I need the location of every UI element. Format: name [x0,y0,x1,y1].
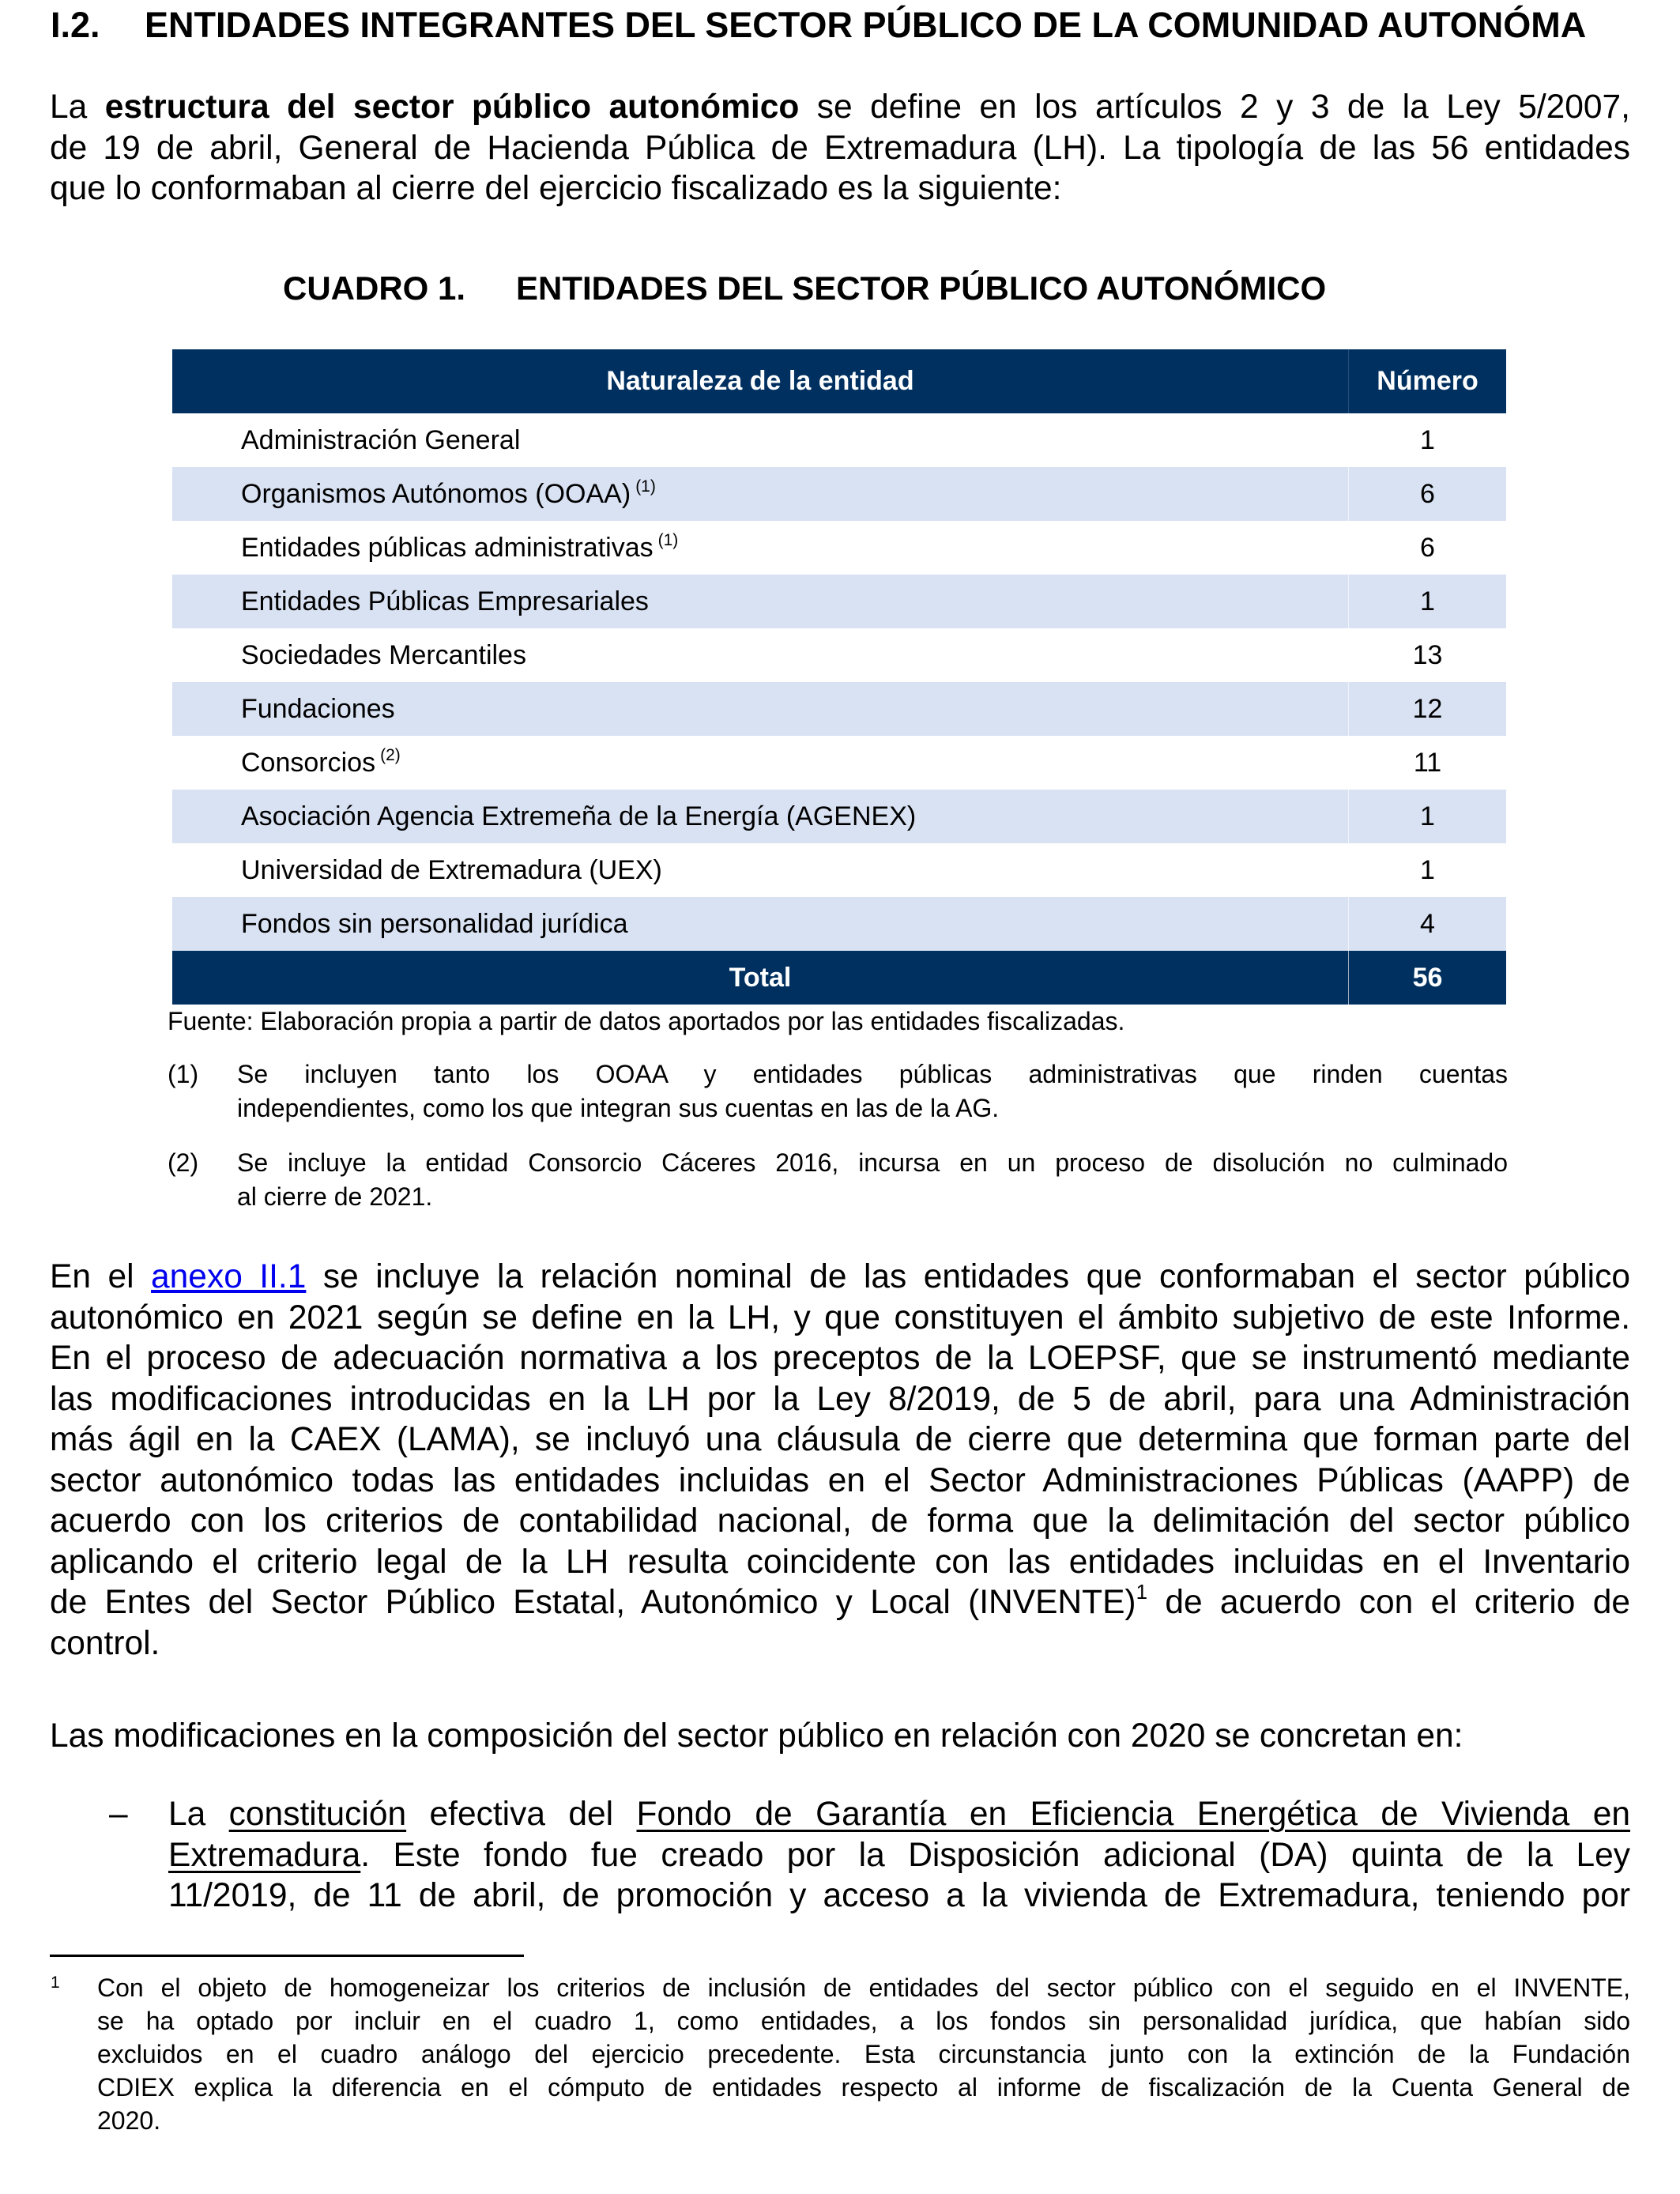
section-title: ENTIDADES INTEGRANTES DEL SECTOR PÚBLICO DE LA COMUNIDAD AUTONÓMA [145,5,1587,45]
footnote-line: CDIEX explica la diferencia en el cómputo de entidades respecto al informe de fiscalización de la Cuenta General de [97,2073,1630,2102]
footnote-line: Con el objeto de homogeneizar los criterios de inclusión de entidades del sector público con el seguido en el INVENTE, [97,1973,1630,2002]
bullet-line: Extremadura. Este fondo fue creado por la Disposición adicional (DA) quinta de la Ley [168,1836,1630,1874]
row-label: Fundaciones [172,682,1349,736]
table-row [172,575,1506,628]
table-row [172,897,1506,951]
row-label: Entidades públicas administrativas $^{(1)}$ [241,530,679,563]
annex-paragraph [50,1257,1630,1664]
row-label: Universidad de Extremadura (UEX) [241,854,662,885]
note-reference: (2) [380,745,401,764]
total-label: Total [172,951,1349,1005]
paragraph-line: de Entes del Sector Público Estatal, Autonómico y Local (INVENTE)$^1$ de acuerdo con el criterio de [50,1580,1630,1621]
table-row [172,413,1506,467]
paragraph-line: En el proceso de adecuación normativa a los preceptos de la LOEPSF, que se instrumentó mediante [50,1340,1630,1377]
paragraph-line: autonómico en 2021 según se define en la LH, y que constituyen el ámbito subjetivo de este Informe. [50,1299,1630,1336]
note-marker: (2) [168,1148,199,1177]
row-value: 1 [1349,413,1507,467]
table-row [172,790,1506,843]
paragraph-line: aplicando el criterio legal de la LH resulta coincidente con las entidades incluidas en el Inventario [50,1543,1630,1581]
table-row [172,736,1506,790]
note-line: al cierre de 2021. [237,1182,433,1211]
intro-bold-term: estructura del sector público autonómico [104,89,800,126]
intro-line-2: de 19 de abril, General de Hacienda Pública de Extremadura (LH). La tipología de las 56 entidades [50,129,1630,167]
table-row [172,628,1506,682]
note-line: independientes, como los que integran sus cuentas en las de la AG. [237,1094,1000,1122]
row-label: Consorcios $^{(2)}$ [241,745,401,778]
row-label: Fondos sin personalidad jurídica [172,897,1349,951]
row-value: 11 [1349,736,1507,790]
paragraph-line: Las modificaciones en la composición del sector público en relación con 2020 se concretan en: [50,1717,1463,1755]
column-header-number: Número [1349,349,1507,413]
row-label: Sociedades Mercantiles [241,639,526,670]
paragraph-line: acuerdo con los criterios de contabilidad nacional, de forma que la delimitación del sector público [50,1502,1630,1540]
footnote [50,1971,1630,2137]
table-row [172,467,1506,521]
footnote-marker: 1 [51,1973,60,1992]
bullet-line: 11/2019, de 11 de abril, de promoción y acceso a la vivienda de Extremadura, teniendo por [168,1877,1630,1914]
column-header-nature: Naturaleza de la entidad [172,349,1349,413]
table-note-2 [168,1146,1508,1214]
table-total-row [172,951,1506,1005]
footnote-line: 2020. [97,2106,161,2135]
table-row [172,843,1506,897]
section-number: I.2. [51,5,100,45]
note-line: Se incluye la entidad Consorcio Cáceres 2016, incursa en un proceso de disolución no culminado [237,1148,1508,1177]
footnote-reference[interactable]: 1 [1136,1580,1148,1604]
entities-table [172,349,1506,1005]
note-reference: (1) [635,477,656,496]
table-caption-title: ENTIDADES DEL SECTOR PÚBLICO AUTONÓMICO [516,270,1327,307]
modification-list-item [50,1794,1630,1917]
dash-bullet-icon: – [109,1796,128,1833]
modifications-intro [50,1716,1630,1757]
row-value: 6 [1349,521,1507,575]
paragraph-line: sector autonómico todas las entidades incluidas en el Sector Administraciones Públicas (AAPP) de [50,1461,1630,1499]
section-heading [51,5,1586,46]
row-value: 1 [1349,575,1507,628]
row-label: Asociación Agencia Extremeña de la Energía (AGENEX) [172,790,1349,843]
row-label: Entidades Públicas Empresariales [172,575,1349,628]
paragraph-line: control. [50,1624,160,1662]
footnote-separator [50,1955,524,1957]
total-value: 56 [1349,951,1507,1005]
table-source: Fuente: Elaboración propia a partir de datos aportados por las entidades fiscalizadas. [168,1007,1125,1035]
note-marker: (1) [168,1060,199,1088]
row-value: 12 [1349,682,1507,736]
paragraph-line: más ágil en la CAEX (LAMA), se incluyó una cláusula de cierre que determina que forman parte del [50,1421,1630,1458]
intro-paragraph [50,87,1630,209]
row-value: 13 [1349,628,1507,682]
table-caption-number: CUADRO 1. [283,270,466,307]
paragraph-line: En el anexo II.1 se incluye la relación nominal de las entidades que conformaban el sector público [50,1258,1630,1295]
row-value: 1 [1349,790,1507,843]
row-label: Administración General [241,424,521,455]
paragraph-line: las modificaciones introducidas en la LH por la Ley 8/2019, de 5 de abril, para una Administración [50,1380,1630,1418]
note-line: Se incluyen tanto los OOAA y entidades públicas administrativas que rinden cuentas [237,1060,1508,1088]
footnote-line: excluidos en el cuadro análogo del ejercicio precedente. Esta circunstancia junto con la extinción de la Fundación [97,2040,1630,2068]
footnote-line: se ha optado por incluir en el cuadro 1, como entidades, a los fondos sin personalidad jurídica, que habían sido [97,2007,1630,2035]
bullet-line: La constitución efectiva del Fondo de Garantía en Eficiencia Energética de Vivienda en [168,1796,1630,1833]
note-reference: (1) [657,530,679,549]
table-row [172,682,1506,736]
annex-link[interactable]: anexo II.1 [151,1258,307,1295]
intro-line-3: que lo conformaban al cierre del ejercicio fiscalizado es la siguiente: [50,170,1062,207]
table-note-1 [168,1057,1508,1125]
table-row [172,521,1506,575]
table-caption [283,269,1326,308]
row-value: 6 [1349,467,1507,521]
row-value: 1 [1349,843,1507,897]
row-value: 4 [1349,897,1507,951]
intro-line-1: La estructura del sector público autonómico se define en los artículos 2 y 3 de la Ley 5/2007, [50,89,1630,126]
table-header-row [172,349,1506,413]
row-label: Organismos Autónomos (OOAA) $^{(1)}$ [172,467,1349,521]
